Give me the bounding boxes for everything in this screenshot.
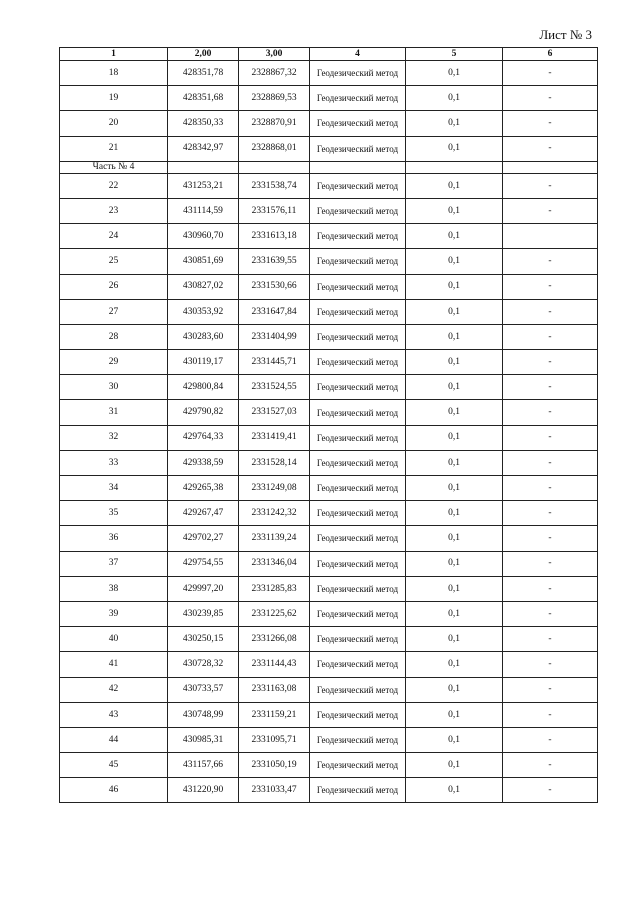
- accuracy-cell: 0,1: [406, 136, 503, 161]
- coord-y-cell: 2331527,03: [239, 400, 310, 425]
- method-cell: Геодезический метод: [310, 727, 406, 752]
- coordinates-table: [59, 47, 598, 803]
- coord-y-cell: 2331285,83: [239, 576, 310, 601]
- method-cell: Геодезический метод: [310, 601, 406, 626]
- table-row: [60, 702, 598, 727]
- point-number-cell: 46: [60, 778, 168, 803]
- method-cell: Геодезический метод: [310, 753, 406, 778]
- coord-y-cell: 2331445,71: [239, 350, 310, 375]
- point-number-cell: 45: [60, 753, 168, 778]
- empty-cell: [239, 161, 310, 173]
- coord-y-cell: 2328870,91: [239, 111, 310, 136]
- coord-y-cell: 2331538,74: [239, 173, 310, 198]
- note-cell: -: [503, 425, 598, 450]
- point-number-cell: 32: [60, 425, 168, 450]
- method-cell: Геодезический метод: [310, 299, 406, 324]
- method-cell: Геодезический метод: [310, 198, 406, 223]
- point-number-cell: 36: [60, 526, 168, 551]
- note-cell: -: [503, 350, 598, 375]
- coord-x-cell: 429790,82: [168, 400, 239, 425]
- coord-x-cell: 430748,99: [168, 702, 239, 727]
- method-cell: Геодезический метод: [310, 627, 406, 652]
- point-number-cell: 38: [60, 576, 168, 601]
- coord-x-cell: 430733,57: [168, 677, 239, 702]
- coord-y-cell: 2331647,84: [239, 299, 310, 324]
- table-row: [60, 173, 598, 198]
- point-number-cell: 18: [60, 61, 168, 86]
- coord-x-cell: 429764,33: [168, 425, 239, 450]
- coord-y-cell: 2331346,04: [239, 551, 310, 576]
- table-row: [60, 400, 598, 425]
- coord-x-cell: 431220,90: [168, 778, 239, 803]
- coord-y-cell: 2331144,43: [239, 652, 310, 677]
- accuracy-cell: 0,1: [406, 576, 503, 601]
- note-cell: -: [503, 61, 598, 86]
- note-cell: -: [503, 299, 598, 324]
- method-cell: Геодезический метод: [310, 350, 406, 375]
- accuracy-cell: 0,1: [406, 350, 503, 375]
- point-number-cell: 24: [60, 224, 168, 249]
- coord-x-cell: 428351,78: [168, 61, 239, 86]
- note-cell: -: [503, 576, 598, 601]
- table-row: [60, 601, 598, 626]
- note-cell: -: [503, 400, 598, 425]
- method-cell: Геодезический метод: [310, 702, 406, 727]
- coord-y-cell: 2331163,08: [239, 677, 310, 702]
- point-number-cell: 37: [60, 551, 168, 576]
- accuracy-cell: 0,1: [406, 299, 503, 324]
- note-cell: -: [503, 753, 598, 778]
- note-cell: -: [503, 249, 598, 274]
- method-cell: Геодезический метод: [310, 476, 406, 501]
- accuracy-cell: 0,1: [406, 450, 503, 475]
- table-row: [60, 551, 598, 576]
- coord-x-cell: 430985,31: [168, 727, 239, 752]
- note-cell: -: [503, 727, 598, 752]
- point-number-cell: 23: [60, 198, 168, 223]
- coord-x-cell: 429800,84: [168, 375, 239, 400]
- method-cell: Геодезический метод: [310, 425, 406, 450]
- note-cell: -: [503, 111, 598, 136]
- table-row: [60, 627, 598, 652]
- table-row: [60, 111, 598, 136]
- table-row: [60, 249, 598, 274]
- coord-x-cell: 430728,32: [168, 652, 239, 677]
- table-row: [60, 576, 598, 601]
- point-number-cell: 30: [60, 375, 168, 400]
- table-header-row: [60, 48, 598, 61]
- table-row: [60, 727, 598, 752]
- coord-y-cell: 2331639,55: [239, 249, 310, 274]
- coord-y-cell: 2328869,53: [239, 86, 310, 111]
- table-row: [60, 778, 598, 803]
- coord-x-cell: 430250,15: [168, 627, 239, 652]
- note-cell: -: [503, 324, 598, 349]
- method-cell: Геодезический метод: [310, 173, 406, 198]
- method-cell: Геодезический метод: [310, 375, 406, 400]
- accuracy-cell: 0,1: [406, 425, 503, 450]
- accuracy-cell: 0,1: [406, 627, 503, 652]
- note-cell: -: [503, 450, 598, 475]
- coord-y-cell: 2331225,62: [239, 601, 310, 626]
- accuracy-cell: 0,1: [406, 61, 503, 86]
- rows-before: [60, 61, 598, 162]
- point-number-cell: 43: [60, 702, 168, 727]
- table-row: [60, 224, 598, 249]
- note-cell: -: [503, 476, 598, 501]
- accuracy-cell: 0,1: [406, 198, 503, 223]
- coord-x-cell: 430851,69: [168, 249, 239, 274]
- accuracy-cell: 0,1: [406, 677, 503, 702]
- table-row: [60, 375, 598, 400]
- coord-y-cell: 2331530,66: [239, 274, 310, 299]
- note-cell: -: [503, 702, 598, 727]
- coord-y-cell: 2328868,01: [239, 136, 310, 161]
- table-row: [60, 425, 598, 450]
- empty-cell: [406, 161, 503, 173]
- note-cell: [503, 224, 598, 249]
- part-section: [60, 161, 598, 173]
- note-cell: -: [503, 274, 598, 299]
- accuracy-cell: 0,1: [406, 173, 503, 198]
- method-cell: Геодезический метод: [310, 224, 406, 249]
- note-cell: -: [503, 86, 598, 111]
- table-row: [60, 136, 598, 161]
- coord-x-cell: 430119,17: [168, 350, 239, 375]
- point-number-cell: 44: [60, 727, 168, 752]
- col-header-y: 3,00: [239, 48, 310, 61]
- method-cell: Геодезический метод: [310, 400, 406, 425]
- point-number-cell: 34: [60, 476, 168, 501]
- point-number-cell: 40: [60, 627, 168, 652]
- point-number-cell: 19: [60, 86, 168, 111]
- col-header-method: 4: [310, 48, 406, 61]
- note-cell: -: [503, 136, 598, 161]
- table-row: [60, 299, 598, 324]
- coord-x-cell: 429338,59: [168, 450, 239, 475]
- accuracy-cell: 0,1: [406, 86, 503, 111]
- table-row: [60, 274, 598, 299]
- coord-y-cell: 2331139,24: [239, 526, 310, 551]
- point-number-cell: 21: [60, 136, 168, 161]
- table-row: [60, 501, 598, 526]
- coord-y-cell: 2331095,71: [239, 727, 310, 752]
- accuracy-cell: 0,1: [406, 501, 503, 526]
- method-cell: Геодезический метод: [310, 450, 406, 475]
- table-row: [60, 753, 598, 778]
- coord-y-cell: 2331524,55: [239, 375, 310, 400]
- accuracy-cell: 0,1: [406, 111, 503, 136]
- coord-y-cell: 2331033,47: [239, 778, 310, 803]
- coord-x-cell: 430283,60: [168, 324, 239, 349]
- coord-y-cell: 2331528,14: [239, 450, 310, 475]
- coord-y-cell: 2331404,99: [239, 324, 310, 349]
- point-number-cell: 33: [60, 450, 168, 475]
- table-row: [60, 476, 598, 501]
- empty-cell: [168, 161, 239, 173]
- coord-y-cell: 2331242,32: [239, 501, 310, 526]
- accuracy-cell: 0,1: [406, 727, 503, 752]
- note-cell: -: [503, 601, 598, 626]
- coord-y-cell: 2331576,11: [239, 198, 310, 223]
- point-number-cell: 29: [60, 350, 168, 375]
- point-number-cell: 25: [60, 249, 168, 274]
- coord-y-cell: 2331159,21: [239, 702, 310, 727]
- coord-x-cell: 430960,70: [168, 224, 239, 249]
- empty-cell: [310, 161, 406, 173]
- rows-after: [60, 173, 598, 803]
- table-row: [60, 652, 598, 677]
- method-cell: Геодезический метод: [310, 136, 406, 161]
- coord-x-cell: 429265,38: [168, 476, 239, 501]
- sheet-number: Лист № 3: [539, 27, 592, 42]
- point-number-cell: 27: [60, 299, 168, 324]
- method-cell: Геодезический метод: [310, 111, 406, 136]
- coord-x-cell: 429267,47: [168, 501, 239, 526]
- method-cell: Геодезический метод: [310, 324, 406, 349]
- table-row: [60, 198, 598, 223]
- note-cell: -: [503, 551, 598, 576]
- point-number-cell: 39: [60, 601, 168, 626]
- coord-x-cell: 429702,27: [168, 526, 239, 551]
- col-header-note: 6: [503, 48, 598, 61]
- accuracy-cell: 0,1: [406, 702, 503, 727]
- point-number-cell: 42: [60, 677, 168, 702]
- point-number-cell: 26: [60, 274, 168, 299]
- point-number-cell: 28: [60, 324, 168, 349]
- coord-x-cell: 431253,21: [168, 173, 239, 198]
- table-row: [60, 350, 598, 375]
- note-cell: -: [503, 677, 598, 702]
- note-cell: -: [503, 526, 598, 551]
- coord-x-cell: 428342,97: [168, 136, 239, 161]
- note-cell: -: [503, 375, 598, 400]
- method-cell: Геодезический метод: [310, 86, 406, 111]
- method-cell: Геодезический метод: [310, 526, 406, 551]
- coord-x-cell: 428350,33: [168, 111, 239, 136]
- note-cell: -: [503, 778, 598, 803]
- coord-y-cell: 2331266,08: [239, 627, 310, 652]
- part-row: [60, 161, 598, 173]
- point-number-cell: 20: [60, 111, 168, 136]
- method-cell: Геодезический метод: [310, 274, 406, 299]
- note-cell: -: [503, 198, 598, 223]
- accuracy-cell: 0,1: [406, 274, 503, 299]
- coord-y-cell: 2331613,18: [239, 224, 310, 249]
- accuracy-cell: 0,1: [406, 324, 503, 349]
- coord-x-cell: 429754,55: [168, 551, 239, 576]
- note-cell: -: [503, 652, 598, 677]
- part-label: Часть № 4: [60, 161, 168, 173]
- coord-y-cell: 2328867,32: [239, 61, 310, 86]
- accuracy-cell: 0,1: [406, 249, 503, 274]
- note-cell: -: [503, 173, 598, 198]
- point-number-cell: 31: [60, 400, 168, 425]
- method-cell: Геодезический метод: [310, 576, 406, 601]
- accuracy-cell: 0,1: [406, 375, 503, 400]
- col-header-x: 2,00: [168, 48, 239, 61]
- table-row: [60, 526, 598, 551]
- coord-x-cell: 431114,59: [168, 198, 239, 223]
- method-cell: Геодезический метод: [310, 677, 406, 702]
- method-cell: Геодезический метод: [310, 551, 406, 576]
- coord-x-cell: 428351,68: [168, 86, 239, 111]
- coord-x-cell: 430239,85: [168, 601, 239, 626]
- coord-y-cell: 2331050,19: [239, 753, 310, 778]
- method-cell: Геодезический метод: [310, 249, 406, 274]
- accuracy-cell: 0,1: [406, 753, 503, 778]
- table-row: [60, 324, 598, 349]
- table-row: [60, 86, 598, 111]
- point-number-cell: 35: [60, 501, 168, 526]
- accuracy-cell: 0,1: [406, 224, 503, 249]
- point-number-cell: 41: [60, 652, 168, 677]
- col-header-number: 1: [60, 48, 168, 61]
- empty-cell: [503, 161, 598, 173]
- table-row: [60, 677, 598, 702]
- accuracy-cell: 0,1: [406, 476, 503, 501]
- coord-y-cell: 2331249,08: [239, 476, 310, 501]
- note-cell: -: [503, 627, 598, 652]
- accuracy-cell: 0,1: [406, 778, 503, 803]
- accuracy-cell: 0,1: [406, 526, 503, 551]
- method-cell: Геодезический метод: [310, 501, 406, 526]
- method-cell: Геодезический метод: [310, 652, 406, 677]
- table-row: [60, 61, 598, 86]
- coord-x-cell: 430353,92: [168, 299, 239, 324]
- method-cell: Геодезический метод: [310, 61, 406, 86]
- accuracy-cell: 0,1: [406, 601, 503, 626]
- coord-x-cell: 431157,66: [168, 753, 239, 778]
- coord-y-cell: 2331419,41: [239, 425, 310, 450]
- accuracy-cell: 0,1: [406, 652, 503, 677]
- note-cell: -: [503, 501, 598, 526]
- accuracy-cell: 0,1: [406, 400, 503, 425]
- coord-x-cell: 429997,20: [168, 576, 239, 601]
- col-header-accuracy: 5: [406, 48, 503, 61]
- coord-x-cell: 430827,02: [168, 274, 239, 299]
- accuracy-cell: 0,1: [406, 551, 503, 576]
- table-row: [60, 450, 598, 475]
- method-cell: Геодезический метод: [310, 778, 406, 803]
- point-number-cell: 22: [60, 173, 168, 198]
